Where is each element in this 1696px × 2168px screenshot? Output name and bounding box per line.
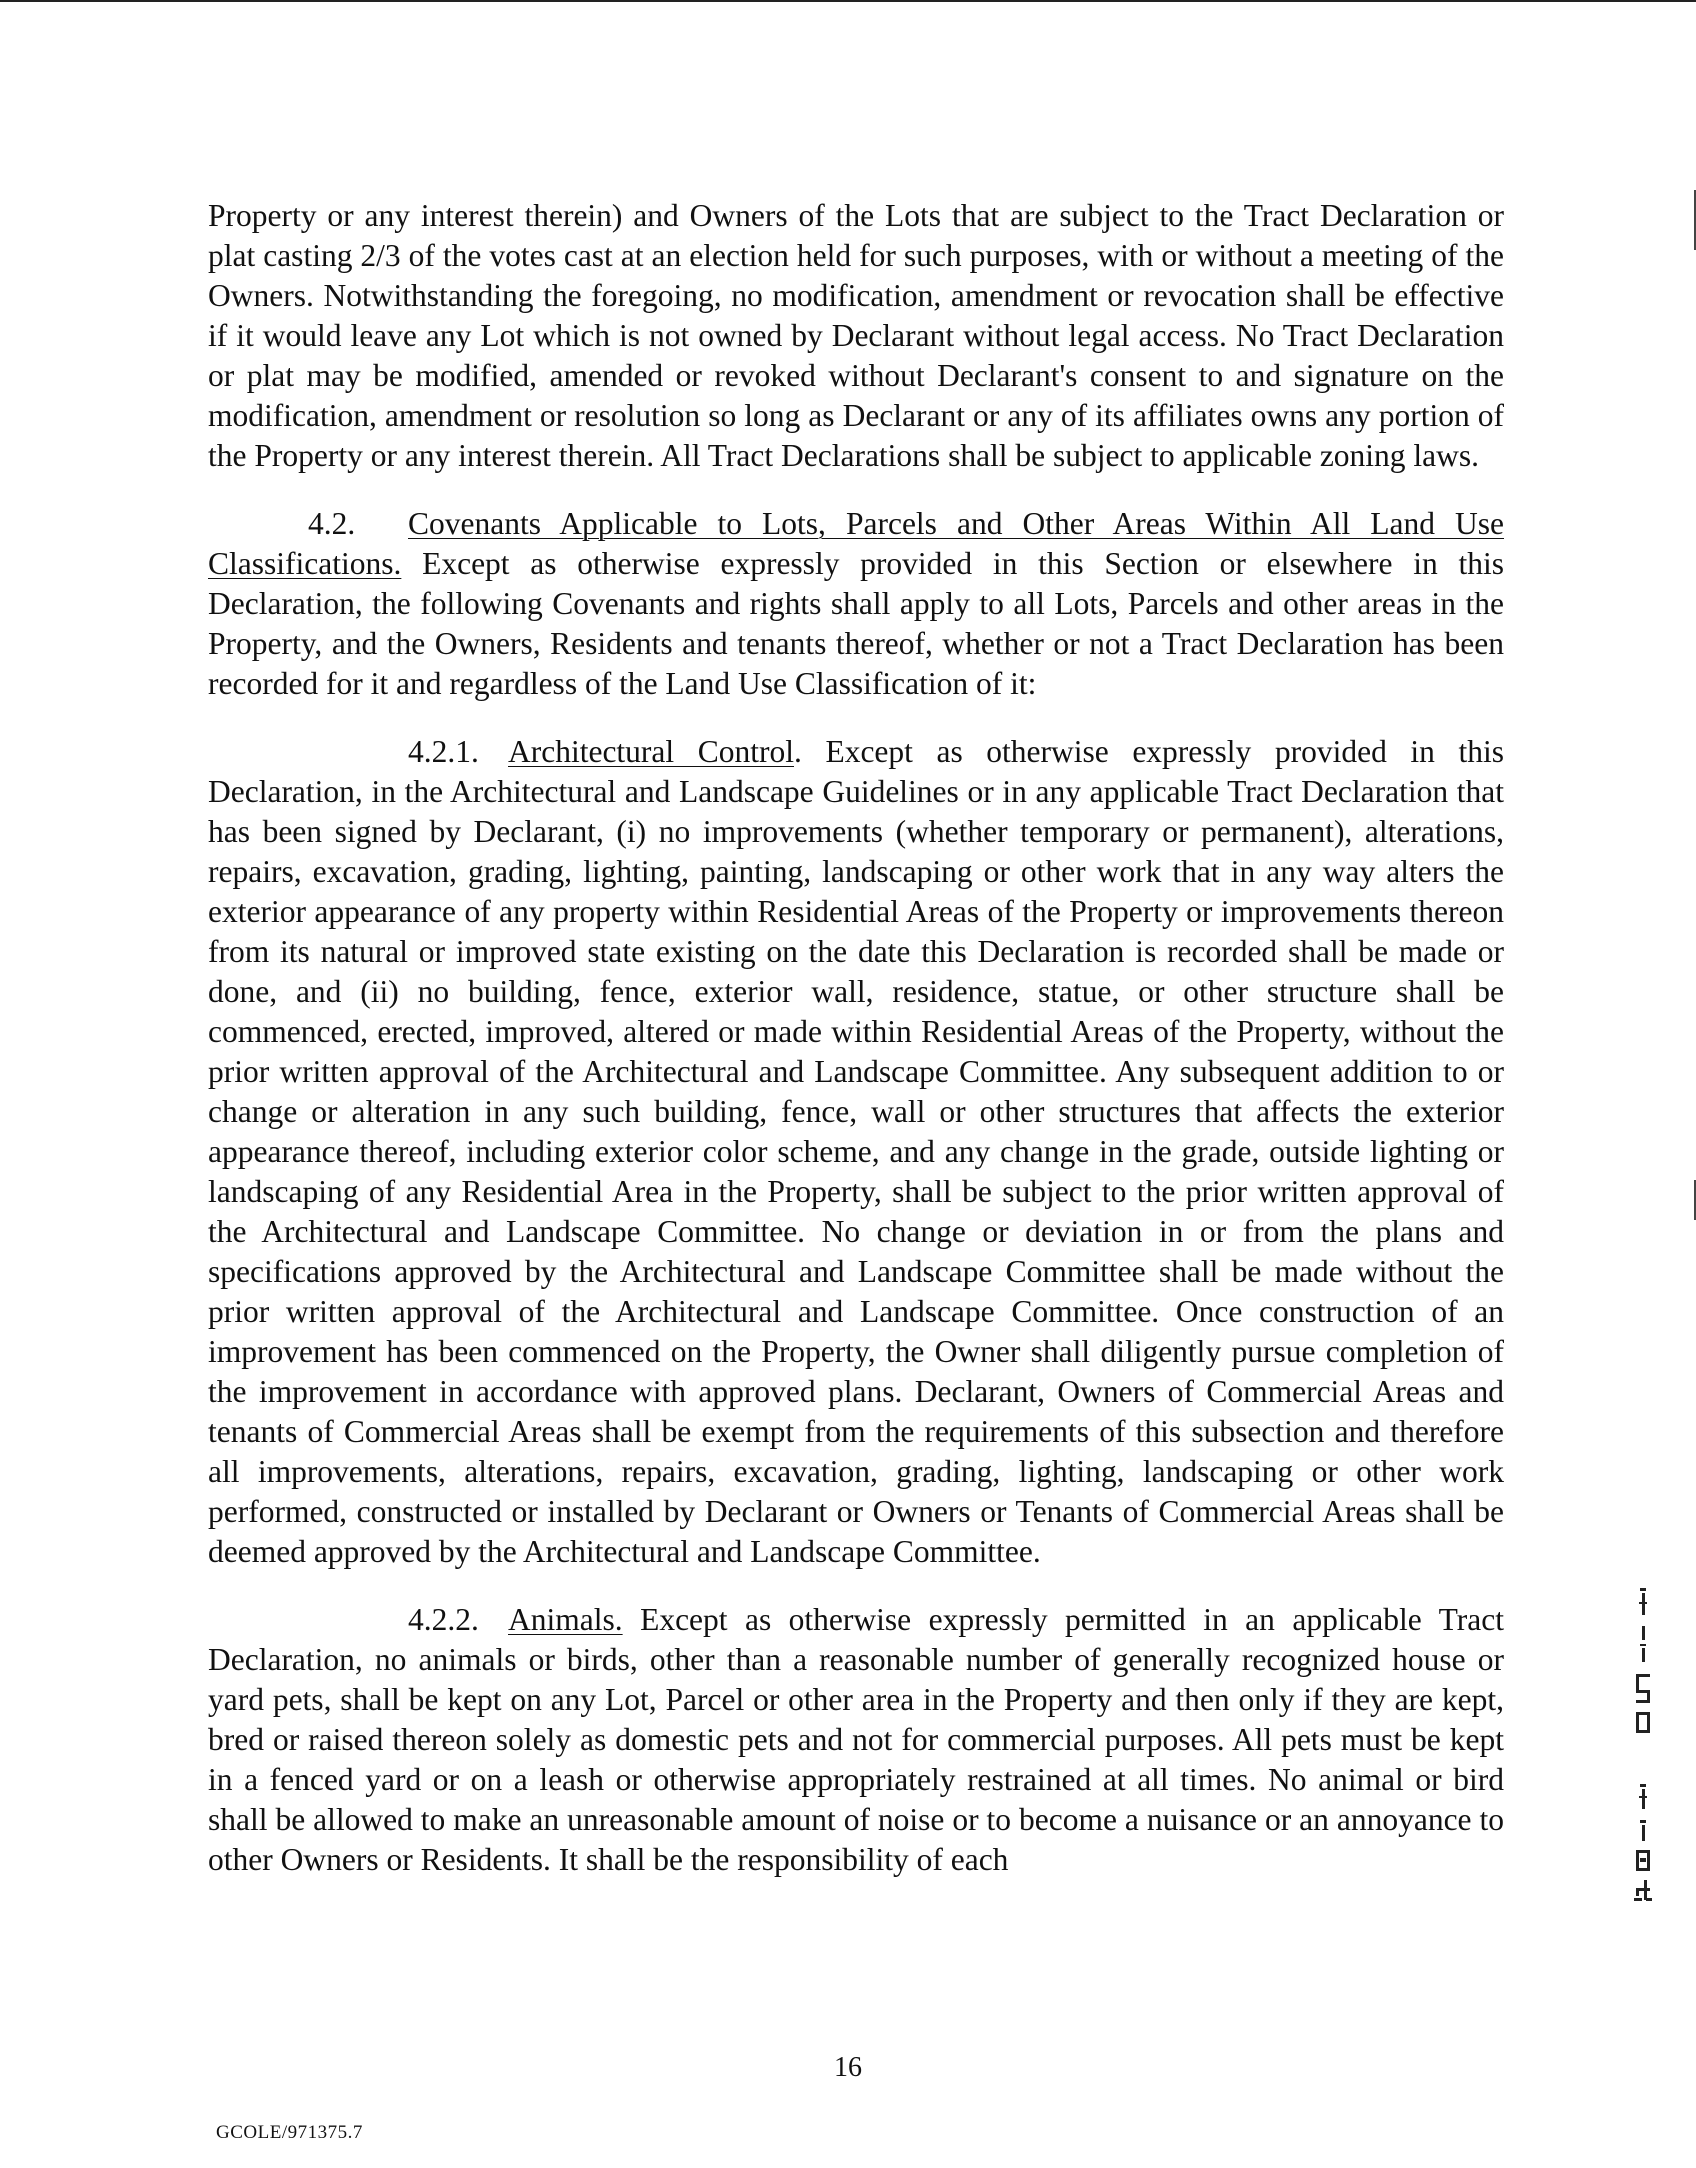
document-id: GCOLE/971375.7 xyxy=(216,2122,363,2143)
section-title: Architectural Control xyxy=(508,734,794,769)
section-number: 4.2.2. xyxy=(408,1602,479,1637)
recording-stamp-image xyxy=(1628,1588,1658,1968)
section-number: 4.2. xyxy=(308,506,356,541)
section-text: Except as otherwise expressly provided in this Section or elsewhere in this Declaration, the following Covenants and rights shall apply to all Lots, Parcels and other areas in the Property, and the Owners, Residents and tenants thereof, whether or not a Tract Declaration has been recorded for it and regardless of the Land Use Classification of it: xyxy=(208,546,1504,701)
section-4-2-1 xyxy=(208,732,1504,1572)
section-text: . Except as otherwise expressly provided in this Declaration, in the Architectural and Landscape Guidelines or in any applicable Tract Declaration that has been signed by Declarant, (i) no improvements (whether temporary or permanent), alterations, repairs, excavation, grading, lighting, painting, landscaping or other work that in any way alters the exterior appearance of any property within Residential Areas of the Property or improvements thereon from its natural or improved state existing on the date this Declaration is recorded shall be made or done, and (ii) no building, fence, exterior wall, residence, statue, or other structure shall be commenced, erected, improved, altered or made within Residential Areas of the Property, without the prior written approval of the Architectural and Landscape Committee. Any subsequent addition to or change or alteration in any such building, fence, wall or other structures that affects the exterior appearance thereof, including exterior color scheme, and any change in the grade, outside lighting or landscaping of any Residential Area in the Property, shall be subject to the prior written approval of the Architectural and Landscape Committee. No change or deviation in or from the plans and specifications approved by the Architectural and Landscape Committee shall be made without the prior written approval of the Architectural and Landscape Committee. Once construction of an improvement has been commenced on the Property, the Owner shall diligently pursue completion of the improvement in accordance with approved plans. Declarant, Owners of Commercial Areas and tenants of Commercial Areas shall be exempt from the requirements of this subsection and therefore all improvements, alterations, repairs, excavation, grading, lighting, landscaping or other work performed, constructed or installed by Declarant or Owners or Tenants of Commercial Areas shall be deemed approved by the Architectural and Landscape Committee. xyxy=(208,734,1504,1569)
continued-paragraph: Property or any interest therein) and Owners of the Lots that are subject to the Tract Declaration or plat casting 2/3 of the votes cast at an election held for such purposes, with or without a meeting of the Owners. Notwithstanding the foregoing, no modification, amendment or revocation shall be effective if it would leave any Lot which is not owned by Declarant without legal access. No Tract Declaration or plat may be modified, amended or revoked without Declarant's consent to and signature on the modification, amendment or resolution so long as Declarant or any of its affiliates owns any portion of the Property or any interest therein. All Tract Declarations shall be subject to applicable zoning laws. xyxy=(208,198,1504,473)
document-body xyxy=(208,196,1504,1908)
scan-top-edge xyxy=(0,0,1696,2)
page-number: 16 xyxy=(834,2052,862,2083)
section-text: Except as otherwise expressly permitted in an applicable Tract Declaration, no animals or birds, other than a reasonable number of generally recognized house or yard pets, shall be kept on any Lot, Parcel or other area in the Property and then only if they are kept, bred or raised thereon solely as domestic pets and not for commercial purposes. All pets must be kept in a fenced yard or on a leash or otherwise appropriately restrained at all times. No animal or bird shall be allowed to make an unreasonable amount of noise or to become a nuisance or an annoyance to other Owners or Residents. It shall be the responsibility of each xyxy=(208,1602,1504,1877)
section-title: Covenants Applicable to Lots, Parcels and Other Areas Within All Land Use Classifications. xyxy=(208,506,1504,581)
section-title: Animals. xyxy=(508,1602,623,1637)
section-number: 4.2.1. xyxy=(408,734,479,769)
section-4-2 xyxy=(208,504,1504,704)
section-4-2-2 xyxy=(208,1600,1504,1880)
